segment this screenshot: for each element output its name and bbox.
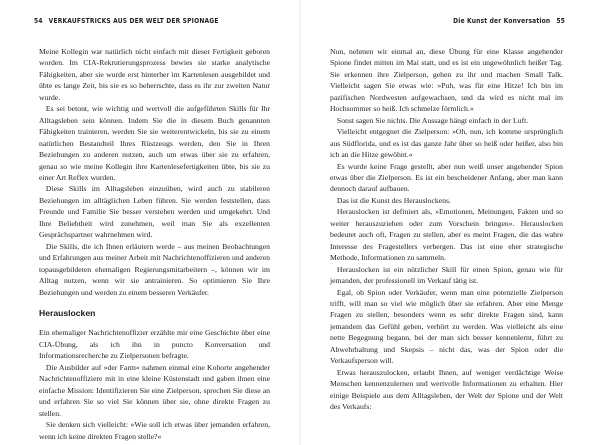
paragraph: Die Ausbilder auf »der Farm« nahmen einmal eine Kohorte angehender Nachrichtenoffiziere mit in eine kleine Küstenstadt und gaben ihnen eine einfache Mission: Identifizieren Sie eine Zielperson, sprechen Sie diese an und erfahren Sie so viel Sie können über sie, ohne direkte Fragen zu stellen. [39, 362, 270, 418]
paragraph: Ein ehemaliger Nachrichtenoffizier erzählte mir eine Geschichte über eine CIA-Übung, als ich ihn in puncto Konversation und Informationsrecherche zu Zielpersonen befragte. [39, 328, 270, 361]
right-page [300, 0, 600, 445]
paragraph: Herauslocken ist definiert als, »Emotionen, Meinungen, Fakten und so weiter herauszuziehen oder zum Vorschein bringen«. Herauslocken bedeutet auch oft, Fragen zu stellen, aber es meint Fragen, die das wahre Interesse des Fragestellers verbergen. Das ist eine eher strategische Methode, Informationen zu sammeln. [330, 207, 563, 263]
paragraph: Die Skills, die ich Ihnen erläutern werde – aus meinen Beobachtungen und Erfahrungen aus meiner Arbeit mit Nachrichtenoffizieren und anderen topausgebildeten ehemaligen Regierungsmitarbeitern –, können wir im Alltag nutzen, wenn wir sie antrainieren. So optimieren Sie Ihre Beziehungen und werden zu einem besseren Verkäufer. [39, 241, 270, 297]
section-heading: Herauslocken [39, 307, 96, 318]
left-page-body [39, 46, 270, 442]
paragraph: Meine Kollegin war natürlich nicht einfach mit dieser Fertigkeit geboren worden. Im CIA-Rekrutierungsprozess bewies sie starke analytische Fähigkeiten, aber sie wurde erst hinterher im Kartenlesen ausgebildet und übte es lange Zeit, bis sie es so beherrschte, dass es ihr zur zweiten Natur wurde. [39, 47, 270, 102]
paragraph: Nun, nehmen wir einmal an, diese Übung für eine Klasse angehender Spione findet mitten im Mai statt, und es ist ein ungewöhnlich heißer Tag. Sie erkennen ihre Zielperson, gehen zu ihr und machen Small Talk. Vielleicht sagen Sie etwas wie: »Puh, was für eine Hitze! Ich bin im pazifischen Nordwesten aufgewachsen, und da wird es nicht mal im Hochsommer so heiß. Ich schmelze förmlich.« [330, 47, 563, 114]
right-running-head-title: Die Kunst der Konversation [453, 17, 551, 25]
left-running-header [34, 17, 219, 25]
paragraph: Vielleicht entgegnet die Zielperson: »Oh, nun, ich komme ursprünglich aus Südflorida, und es ist das ganze Jahr über so heiß oder heißer, also bin ich an die Hitze gewöhnt.« [330, 127, 563, 160]
right-page-body [330, 46, 563, 413]
paragraph: Etwas herauszulocken, erlaubt Ihnen, auf weniger verdächtige Weise Menschen kennenzulernen und wertvolle Informationen zu erhalten. Hier einige Beispiele aus dem Alltagsleben, der Welt der Spione und der Welt des Verkaufs: [330, 367, 563, 412]
left-running-head-title: VERKAUFSTRICKS AUS DER WELT DER SPIONAGE [48, 17, 219, 25]
paragraph: Herauslocken ist ein nützlicher Skill für einen Spion, genau wie für jemanden, der professionell im Verkauf tätig ist. [330, 264, 563, 286]
paragraph: Egal, ob Spion oder Verkäufer, wenn man eine potenzielle Zielperson trifft, will man so viel wie möglich über sie erfahren. Aber eine Menge Fragen zu stellen, besonders wenn es sehr direkte Fragen sind, kann jemandem das Gefühl geben, verhört zu werden. Was vielleicht als eine nette Begegnung begann, bei der man sich besser kennenlernt, führt zu Abwehrhaltung und Skepsis – nicht das, was der Spion oder die Verkaufsperson will. [330, 287, 563, 366]
right-running-header [453, 17, 565, 25]
paragraph: Sie denken sich vielleicht: »Wie soll ich etwas über jemanden erfahren, wenn ich keine direkten Fragen stelle?« [39, 420, 270, 441]
paragraph: Es wurde keine Frage gestellt, aber nun weiß unser angehender Spion etwas über die Zielperson. Es ist ein bescheidener Anfang, aber man kann dennoch darauf aufbauen. [330, 161, 563, 194]
right-page-number: 55 [556, 17, 565, 25]
paragraph: Sonst sagen Sie nichts. Die Aussage hängt einfach in der Luft. [336, 115, 529, 125]
paragraph: Diese Skills im Alltagsleben einzuüben, wird auch zu stabileren Beziehungen im alltäglichen Leben führen. Sie werden feststellen, dass Freunde und Familie Sie besser verstehen werden und umgekehrt. Und Ihre Beliebtheit wird zunehmen, weil man Sie als exzellenten Gesprächspartner wahrnehmen wird. [39, 184, 270, 240]
paragraph: Das ist die Kunst des Herauslockens. [336, 195, 451, 205]
paragraph: Es sei betont, wie wichtig und wertvoll die aufgeführten Skills für Ihr Alltagsleben sein können. Indem Sie die in diesem Buch genannten Fähigkeiten trainieren, werden Sie sie weiterentwickeln, bis sie zu einem natürlichen Bestandteil Ihres Rüstzeugs werden, den Sie in Ihren Beziehungen zu anderen nutzen, auch um etwas über sie zu erfahren, genau so wie meine Kollegin ihre Kartenlesefertigkeiten übte, bis sie zu einer Art Reflex wurden. [39, 104, 270, 182]
left-page-number: 54 [34, 17, 43, 25]
